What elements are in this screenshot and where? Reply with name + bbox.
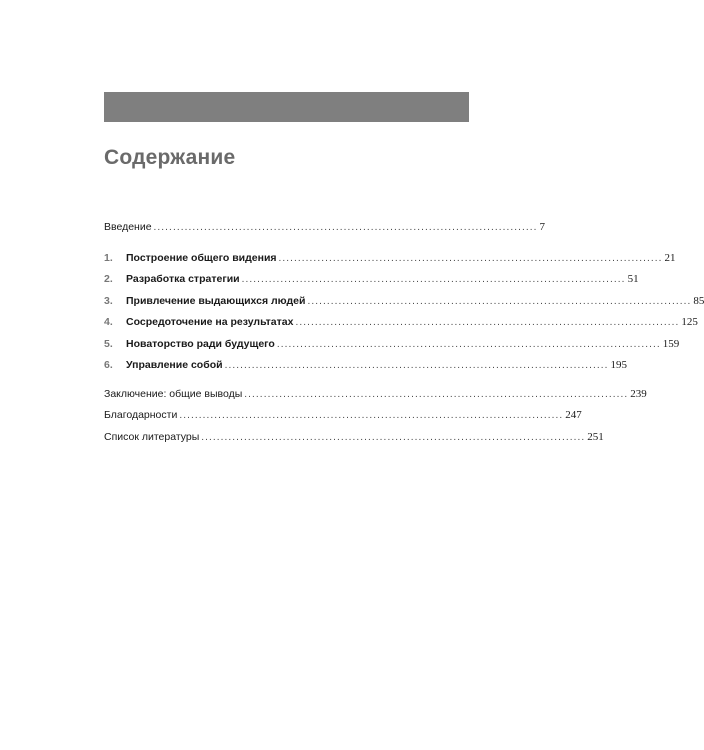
chapter-title: Управление собой <box>126 359 223 371</box>
toc-chapter-6[interactable] <box>104 359 628 381</box>
toc-page-number: 239 <box>630 387 647 400</box>
chapter-number: 2. <box>104 273 113 285</box>
dot-leader: ................................................................................................... <box>241 274 626 285</box>
toc-chapter-5[interactable] <box>104 337 680 360</box>
toc-entry-bibliography[interactable] <box>104 430 604 453</box>
toc-page-number: 51 <box>627 273 639 285</box>
toc-entry-introduction[interactable] <box>104 221 545 243</box>
toc-entry-label: Благодарности <box>104 409 178 421</box>
toc-entry-label: Список литературы <box>104 430 200 443</box>
toc-entry-label: Введение <box>104 221 152 233</box>
dot-leader: ................................................................................................... <box>307 295 692 307</box>
toc-chapter-4[interactable] <box>104 316 698 338</box>
toc-page-number: 21 <box>664 251 676 264</box>
header-bar <box>104 92 469 122</box>
toc-page-number: 247 <box>565 409 582 421</box>
chapter-number: 5. <box>104 337 113 350</box>
dot-leader: ................................................................................................... <box>224 360 609 371</box>
chapter-title: Новаторство ради будущего <box>126 337 275 350</box>
toc-chapter-2[interactable] <box>104 273 639 295</box>
toc-chapter-3[interactable] <box>104 294 704 317</box>
toc-page-number: 7 <box>539 221 545 233</box>
toc-entry-label: Заключение: общие выводы <box>104 387 243 400</box>
toc-entry-conclusion[interactable] <box>104 387 647 410</box>
toc-page-number: 159 <box>662 337 680 350</box>
chapter-number: 1. <box>104 251 113 264</box>
toc-chapter-1[interactable] <box>104 251 676 274</box>
dot-leader: ................................................................................................... <box>295 317 680 328</box>
dot-leader: ................................................................................................... <box>278 252 663 264</box>
toc-entry-acknowledgements[interactable] <box>104 409 582 431</box>
chapter-number: 4. <box>104 316 113 328</box>
chapter-title: Привлечение выдающихся людей <box>126 294 306 307</box>
toc-page-number: 251 <box>587 430 604 443</box>
dot-leader: ................................................................................................... <box>179 410 564 421</box>
table-of-contents <box>104 221 704 452</box>
chapter-number: 6. <box>104 359 113 371</box>
dot-leader: ................................................................................................... <box>244 388 629 400</box>
toc-page-number: 195 <box>610 359 628 371</box>
chapter-number: 3. <box>104 294 113 307</box>
dot-leader: ................................................................................................... <box>153 222 538 233</box>
dot-leader: ................................................................................................... <box>201 431 586 443</box>
chapter-title: Разработка стратегии <box>126 273 240 285</box>
page-title: Содержание <box>104 146 236 169</box>
toc-page-number: 85 <box>693 294 704 307</box>
chapter-title: Сосредоточение на результатах <box>126 316 294 328</box>
dot-leader: ................................................................................................... <box>276 338 661 350</box>
toc-page-number: 125 <box>681 316 698 328</box>
chapter-title: Построение общего видения <box>126 251 277 264</box>
